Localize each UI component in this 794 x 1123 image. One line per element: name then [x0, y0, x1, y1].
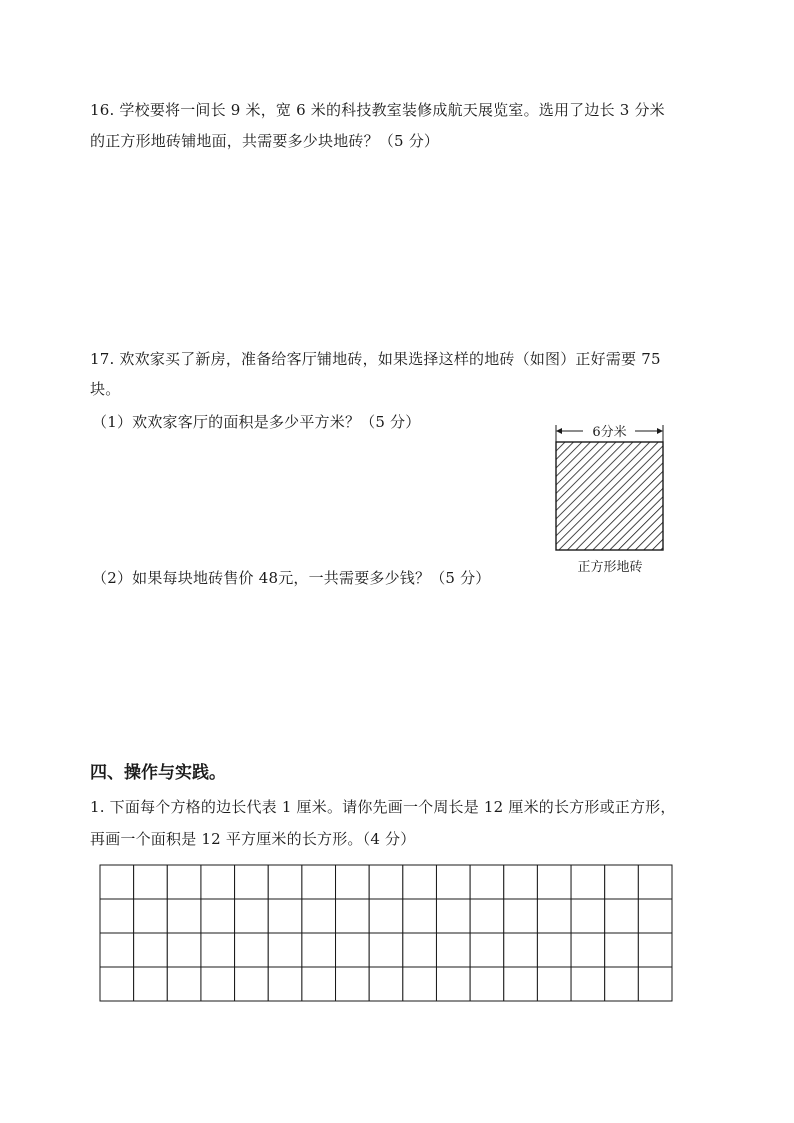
- grid-cell[interactable]: [470, 933, 504, 967]
- q17-subquestion-2: （2）如果每块地砖售价 48元，一共需要多少钱？（5 分）: [92, 569, 491, 587]
- grid-cell[interactable]: [436, 933, 470, 967]
- grid-cell[interactable]: [436, 899, 470, 933]
- grid-cell[interactable]: [470, 967, 504, 1001]
- grid-cell[interactable]: [134, 899, 168, 933]
- square-tile-diagram: [546, 418, 676, 558]
- q16-text-line1: 16. 学校要将一间长 9 米，宽 6 米的科技教室装修成航天展览室。选用了边长 3 分米: [90, 101, 665, 119]
- grid-cell[interactable]: [201, 899, 235, 933]
- grid-cell[interactable]: [638, 933, 672, 967]
- grid-cell[interactable]: [100, 933, 134, 967]
- grid-cell[interactable]: [638, 865, 672, 899]
- grid-cell[interactable]: [638, 899, 672, 933]
- grid-cell[interactable]: [537, 933, 571, 967]
- grid-cell[interactable]: [134, 933, 168, 967]
- q16-text-line2: 的正方形地砖铺地面，共需要多少块地砖？（5 分）: [90, 132, 440, 150]
- grid-cell[interactable]: [436, 865, 470, 899]
- q17-text-line2: 块。: [90, 380, 121, 398]
- grid-svg[interactable]: [99, 864, 673, 1002]
- grid-cell[interactable]: [167, 967, 201, 1001]
- grid-cell[interactable]: [268, 899, 302, 933]
- section4-q1-line2: 再画一个面积是 12 平方厘米的长方形。（4 分）: [90, 830, 416, 848]
- grid-cell[interactable]: [369, 933, 403, 967]
- grid-cell[interactable]: [268, 933, 302, 967]
- grid-cell[interactable]: [100, 899, 134, 933]
- grid-cell[interactable]: [403, 865, 437, 899]
- grid-cell[interactable]: [504, 899, 538, 933]
- grid-cell[interactable]: [235, 865, 269, 899]
- grid-cell[interactable]: [302, 865, 336, 899]
- grid-cell[interactable]: [302, 933, 336, 967]
- grid-cell[interactable]: [235, 933, 269, 967]
- grid-cell[interactable]: [605, 899, 639, 933]
- grid-cell[interactable]: [571, 899, 605, 933]
- grid-cell[interactable]: [336, 967, 370, 1001]
- grid-cell[interactable]: [504, 967, 538, 1001]
- grid-cell[interactable]: [369, 967, 403, 1001]
- arrow-right-icon: [657, 428, 663, 434]
- grid-cell[interactable]: [167, 865, 201, 899]
- grid-cell[interactable]: [134, 865, 168, 899]
- square-grid[interactable]: [99, 864, 673, 1002]
- grid-cell[interactable]: [403, 899, 437, 933]
- grid-cell[interactable]: [235, 899, 269, 933]
- grid-cell[interactable]: [403, 967, 437, 1001]
- grid-cell[interactable]: [369, 899, 403, 933]
- grid-cell[interactable]: [302, 899, 336, 933]
- grid-cell[interactable]: [302, 967, 336, 1001]
- arrow-left-icon: [556, 428, 562, 434]
- grid-cell[interactable]: [235, 967, 269, 1001]
- grid-cell[interactable]: [167, 933, 201, 967]
- grid-cell[interactable]: [436, 967, 470, 1001]
- grid-cell[interactable]: [336, 865, 370, 899]
- grid-cell[interactable]: [605, 967, 639, 1001]
- grid-cell[interactable]: [268, 865, 302, 899]
- grid-cell[interactable]: [201, 967, 235, 1001]
- section-heading: 四、操作与实践。: [90, 763, 226, 783]
- tile-caption: 正方形地砖: [577, 560, 643, 575]
- section4-q1-line1: 1. 下面每个方格的边长代表 1 厘米。请你先画一个周长是 12 厘米的长方形或正方形，: [90, 798, 676, 816]
- grid-cell[interactable]: [100, 865, 134, 899]
- grid-cell[interactable]: [134, 967, 168, 1001]
- grid-cell[interactable]: [571, 865, 605, 899]
- hatched-square-tile: [556, 442, 663, 550]
- grid-cell[interactable]: [403, 933, 437, 967]
- grid-cell[interactable]: [537, 967, 571, 1001]
- grid-cell[interactable]: [571, 967, 605, 1001]
- grid-cell[interactable]: [336, 899, 370, 933]
- grid-cell[interactable]: [369, 865, 403, 899]
- grid-cell[interactable]: [571, 933, 605, 967]
- grid-cell[interactable]: [605, 933, 639, 967]
- grid-cell[interactable]: [638, 967, 672, 1001]
- grid-cell[interactable]: [470, 899, 504, 933]
- grid-cell[interactable]: [201, 933, 235, 967]
- grid-cell[interactable]: [201, 865, 235, 899]
- dimension-label: 6分米: [592, 425, 627, 440]
- grid-cell[interactable]: [504, 865, 538, 899]
- q17-subquestion-1: （1）欢欢家客厅的面积是多少平方米？（5 分）: [92, 413, 421, 431]
- grid-cell[interactable]: [336, 933, 370, 967]
- grid-cell[interactable]: [470, 865, 504, 899]
- grid-cell[interactable]: [537, 899, 571, 933]
- grid-cell[interactable]: [268, 967, 302, 1001]
- grid-cell[interactable]: [167, 899, 201, 933]
- grid-cell[interactable]: [537, 865, 571, 899]
- grid-cell[interactable]: [504, 933, 538, 967]
- grid-cell[interactable]: [100, 967, 134, 1001]
- grid-cell[interactable]: [605, 865, 639, 899]
- q17-text-line1: 17. 欢欢家买了新房，准备给客厅铺地砖，如果选择这样的地砖（如图）正好需要 75: [90, 350, 661, 368]
